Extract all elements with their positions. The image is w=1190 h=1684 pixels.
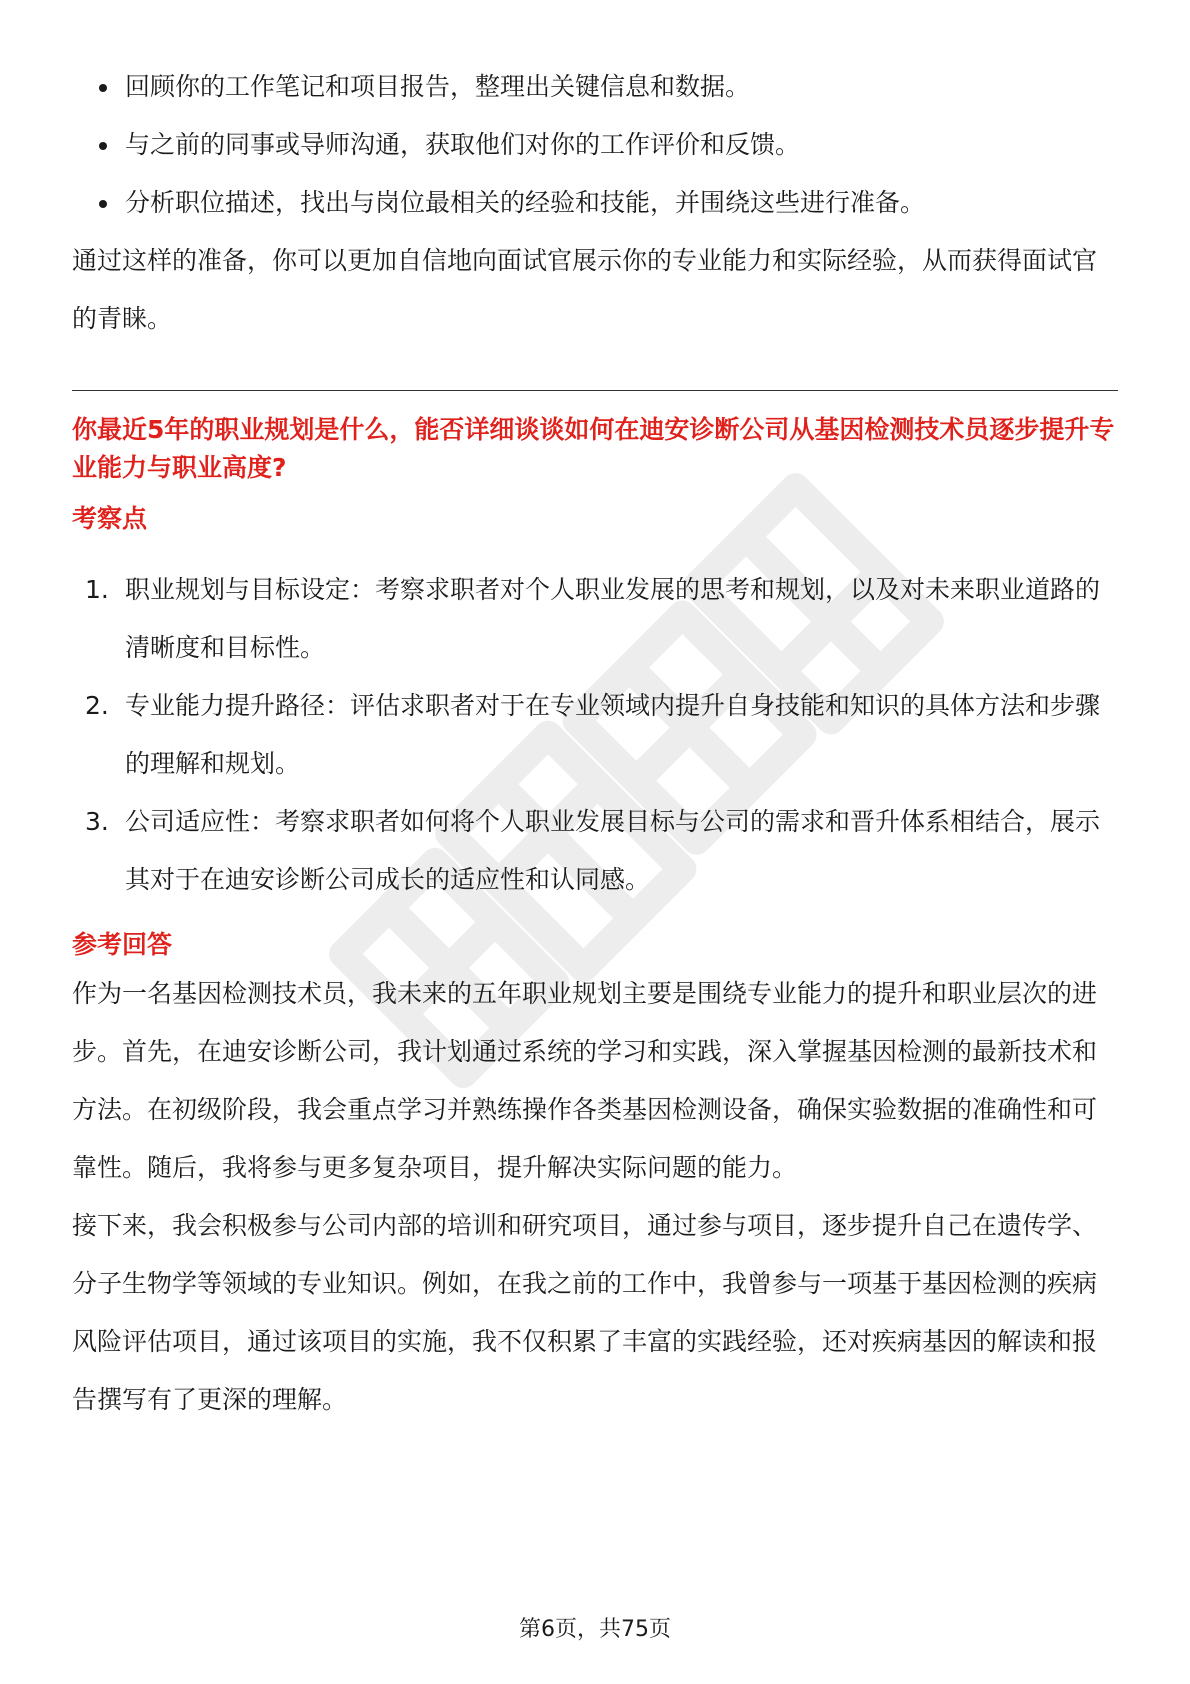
bullet-text: 回顾你的工作笔记和项目报告，整理出关键信息和数据。 — [125, 72, 751, 101]
answer-paragraph: 作为一名基因检测技术员，我未来的五年职业规划主要是围绕专业能力的提升和职业层次的进步。首先，在迪安诊断公司，我计划通过系统的学习和实践，深入掌握基因检测的最新技术和方法。在初级阶段，我会重点学习并熟练操作各类基因检测设备，确保实验数据的准确性和可靠性。随后，我将参与更多复杂项目，提升解决实际问题的能力。 — [72, 979, 1098, 1182]
point-text: 专业能力提升路径：评估求职者对于在专业领域内提升自身技能和知识的具体方法和步骤的理解和规划。 — [125, 691, 1101, 778]
point-item — [72, 677, 1118, 793]
bullet-dot-icon — [99, 84, 107, 92]
section-title-answer: 参考回答 — [72, 930, 173, 959]
answer-paragraph: 接下来，我会积极参与公司内部的培训和研究项目，通过参与项目，逐步提升自己在遗传学、分子生物学等领域的专业知识。例如，在我之前的工作中，我曾参与一项基于基因检测的疾病风险评估项目，通过该项目的实施，我不仅积累了丰富的实践经验，还对疾病基因的解读和报告撰写有了更深的理解。 — [72, 1211, 1098, 1414]
bullet-dot-icon — [99, 142, 107, 150]
point-item — [72, 793, 1118, 909]
point-number: 2. — [85, 691, 109, 720]
bullet-list — [72, 58, 1118, 232]
point-text: 职业规划与目标设定：考察求职者对个人职业发展的思考和规划，以及对未来职业道路的清晰度和目标性。 — [125, 575, 1101, 662]
points-list — [72, 561, 1118, 909]
bullet-text: 与之前的同事或导师沟通，获取他们对你的工作评价和反馈。 — [125, 130, 801, 159]
bullet-item — [72, 174, 1118, 232]
section-divider — [72, 390, 1118, 391]
bullet-item — [72, 58, 1118, 116]
point-item — [72, 561, 1118, 677]
bullet-dot-icon — [99, 200, 107, 208]
section-title-points: 考察点 — [72, 504, 148, 533]
point-number: 1. — [85, 575, 109, 604]
interview-question: 你最近5年的职业规划是什么，能否详细谈谈如何在迪安诊断公司从基因检测技术员逐步提升专业能力与职业高度? — [72, 415, 1115, 482]
bullet-item — [72, 116, 1118, 174]
point-number: 3. — [85, 807, 109, 836]
bullet-text: 分析职位描述，找出与岗位最相关的经验和技能，并围绕这些进行准备。 — [125, 188, 926, 217]
content — [72, 58, 1118, 1429]
page-footer: 第6页，共75页 — [519, 1617, 671, 1642]
point-text: 公司适应性：考察求职者如何将个人职业发展目标与公司的需求和晋升体系相结合，展示其对于在迪安诊断公司成长的适应性和认同感。 — [125, 807, 1101, 894]
closing-paragraph: 通过这样的准备，你可以更加自信地向面试官展示你的专业能力和实际经验，从而获得面试官的青睐。 — [72, 246, 1098, 333]
